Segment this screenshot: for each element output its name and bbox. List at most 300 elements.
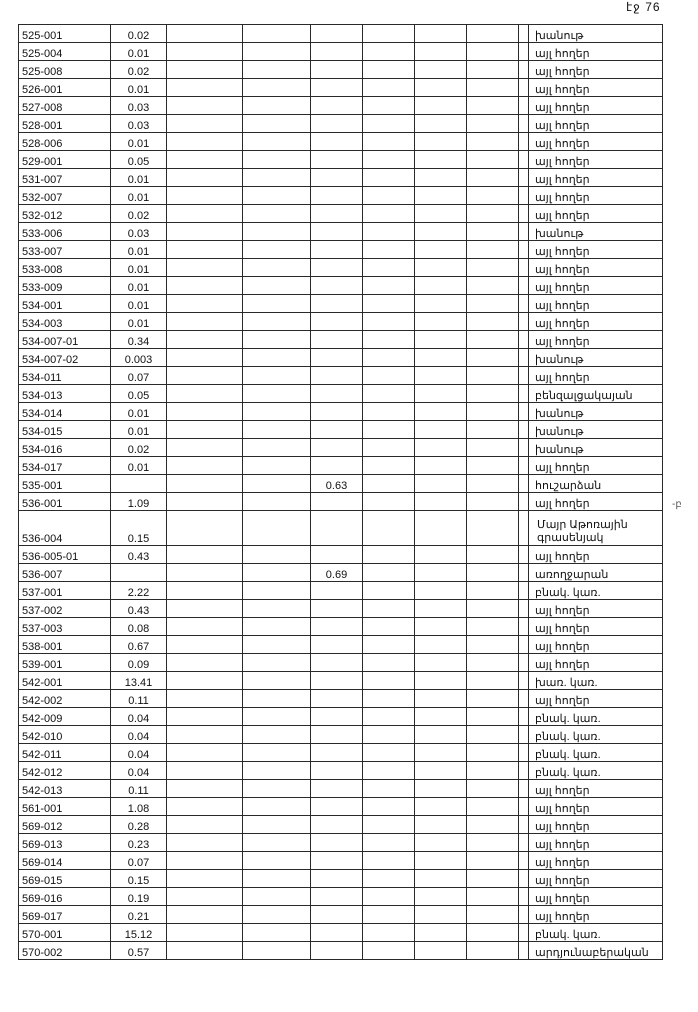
land-use-cell: այլ հողեր (529, 834, 663, 852)
empty-cell (415, 241, 467, 259)
area-cell: 0.03 (111, 223, 167, 241)
area-cell (111, 475, 167, 493)
plot-code-cell: 536-007 (19, 564, 111, 582)
area-cell: 0.43 (111, 546, 167, 564)
empty-cell (519, 618, 529, 636)
special-area-cell (311, 798, 363, 816)
empty-cell (363, 888, 415, 906)
empty-cell (243, 205, 311, 223)
empty-cell (519, 241, 529, 259)
area-cell: 1.09 (111, 493, 167, 511)
table-row (19, 690, 663, 708)
empty-cell (415, 115, 467, 133)
empty-cell (467, 187, 519, 205)
empty-cell (243, 277, 311, 295)
table-row (19, 870, 663, 888)
empty-cell (415, 852, 467, 870)
empty-cell (467, 870, 519, 888)
land-use-cell: այլ հողեր (529, 367, 663, 385)
empty-cell (243, 475, 311, 493)
land-use-cell: այլ հողեր (529, 187, 663, 205)
empty-cell (363, 349, 415, 367)
empty-cell (167, 133, 243, 151)
area-cell: 0.01 (111, 259, 167, 277)
land-use-cell: այլ հողեր (529, 852, 663, 870)
empty-cell (243, 241, 311, 259)
table-row (19, 564, 663, 582)
empty-cell (415, 870, 467, 888)
empty-cell (243, 25, 311, 43)
empty-cell (519, 133, 529, 151)
empty-cell (519, 816, 529, 834)
plot-code-cell: 570-001 (19, 924, 111, 942)
empty-cell (167, 816, 243, 834)
land-use-cell: այլ հողեր (529, 115, 663, 133)
empty-cell (167, 672, 243, 690)
empty-cell (243, 618, 311, 636)
empty-cell (467, 744, 519, 762)
empty-cell (167, 888, 243, 906)
empty-cell (363, 708, 415, 726)
empty-cell (519, 672, 529, 690)
plot-code-cell: 542-002 (19, 690, 111, 708)
empty-cell (243, 97, 311, 115)
plot-code-cell: 533-006 (19, 223, 111, 241)
land-use-cell: բնակ. կառ. (529, 762, 663, 780)
empty-cell (167, 403, 243, 421)
table-row (19, 475, 663, 493)
table-row (19, 115, 663, 133)
special-area-cell (311, 169, 363, 187)
empty-cell (415, 636, 467, 654)
empty-cell (167, 618, 243, 636)
empty-cell (519, 834, 529, 852)
area-cell: 0.01 (111, 241, 167, 259)
empty-cell (243, 403, 311, 421)
empty-cell (467, 169, 519, 187)
empty-cell (467, 582, 519, 600)
area-cell (111, 564, 167, 582)
empty-cell (167, 115, 243, 133)
empty-cell (363, 97, 415, 115)
empty-cell (243, 331, 311, 349)
empty-cell (167, 924, 243, 942)
empty-cell (243, 133, 311, 151)
empty-cell (363, 367, 415, 385)
table-row (19, 762, 663, 780)
empty-cell (467, 546, 519, 564)
land-use-cell: այլ հողեր (529, 618, 663, 636)
empty-cell (467, 924, 519, 942)
plot-code-cell: 532-012 (19, 205, 111, 223)
plot-code-cell: 532-007 (19, 187, 111, 205)
empty-cell (519, 349, 529, 367)
empty-cell (167, 259, 243, 277)
empty-cell (167, 169, 243, 187)
empty-cell (519, 870, 529, 888)
empty-cell (415, 888, 467, 906)
empty-cell (363, 25, 415, 43)
empty-cell (519, 600, 529, 618)
empty-cell (519, 546, 529, 564)
empty-cell (415, 439, 467, 457)
empty-cell (519, 205, 529, 223)
empty-cell (167, 546, 243, 564)
empty-cell (243, 546, 311, 564)
plot-code-cell: 534-016 (19, 439, 111, 457)
plot-code-cell: 533-009 (19, 277, 111, 295)
empty-cell (415, 564, 467, 582)
area-cell: 0.67 (111, 636, 167, 654)
area-cell: 0.03 (111, 115, 167, 133)
empty-cell (519, 636, 529, 654)
empty-cell (243, 259, 311, 277)
special-area-cell: 0.63 (311, 475, 363, 493)
empty-cell (415, 61, 467, 79)
empty-cell (519, 151, 529, 169)
area-cell: 15.12 (111, 924, 167, 942)
empty-cell (519, 259, 529, 277)
empty-cell (519, 852, 529, 870)
land-use-cell: խանութ (529, 439, 663, 457)
empty-cell (415, 277, 467, 295)
empty-cell (167, 421, 243, 439)
empty-cell (363, 762, 415, 780)
empty-cell (167, 43, 243, 61)
empty-cell (467, 475, 519, 493)
empty-cell (467, 726, 519, 744)
land-use-cell: այլ հողեր (529, 295, 663, 313)
special-area-cell (311, 618, 363, 636)
empty-cell (363, 924, 415, 942)
special-area-cell (311, 672, 363, 690)
land-use-cell: այլ հողեր (529, 61, 663, 79)
area-cell: 0.04 (111, 726, 167, 744)
plot-code-cell: 534-013 (19, 385, 111, 403)
land-use-cell: բնակ. կառ. (529, 708, 663, 726)
empty-cell (467, 816, 519, 834)
land-use-cell: այլ հողեր (529, 313, 663, 331)
empty-cell (415, 385, 467, 403)
empty-cell (467, 61, 519, 79)
area-cell: 0.28 (111, 816, 167, 834)
empty-cell (415, 421, 467, 439)
special-area-cell (311, 852, 363, 870)
empty-cell (167, 187, 243, 205)
plot-code-cell: 529-001 (19, 151, 111, 169)
empty-cell (467, 834, 519, 852)
table-row (19, 816, 663, 834)
empty-cell (519, 475, 529, 493)
area-cell: 0.34 (111, 331, 167, 349)
table-row (19, 618, 663, 636)
area-cell: 0.01 (111, 79, 167, 97)
empty-cell (467, 672, 519, 690)
plot-code-cell: 534-014 (19, 403, 111, 421)
land-use-cell: բնակ. կառ. (529, 726, 663, 744)
table-row (19, 241, 663, 259)
empty-cell (519, 888, 529, 906)
plot-code-cell: 534-003 (19, 313, 111, 331)
empty-cell (363, 690, 415, 708)
empty-cell (519, 43, 529, 61)
table-row (19, 205, 663, 223)
empty-cell (467, 25, 519, 43)
empty-cell (363, 421, 415, 439)
table-row (19, 708, 663, 726)
empty-cell (415, 97, 467, 115)
empty-cell (519, 115, 529, 133)
empty-cell (167, 942, 243, 960)
empty-cell (363, 618, 415, 636)
empty-cell (167, 511, 243, 546)
empty-cell (467, 43, 519, 61)
empty-cell (467, 151, 519, 169)
empty-cell (519, 780, 529, 798)
empty-cell (167, 385, 243, 403)
land-use-cell: այլ հողեր (529, 133, 663, 151)
empty-cell (415, 834, 467, 852)
empty-cell (415, 924, 467, 942)
empty-cell (167, 439, 243, 457)
empty-cell (167, 223, 243, 241)
empty-cell (519, 367, 529, 385)
area-cell: 0.05 (111, 151, 167, 169)
empty-cell (243, 457, 311, 475)
plot-code-cell: 536-005-01 (19, 546, 111, 564)
table-row (19, 277, 663, 295)
empty-cell (467, 439, 519, 457)
area-cell: 0.11 (111, 690, 167, 708)
empty-cell (467, 313, 519, 331)
table-row (19, 672, 663, 690)
empty-cell (415, 493, 467, 511)
land-use-cell: այլ հողեր (529, 205, 663, 223)
land-use-cell: այլ հողեր (529, 97, 663, 115)
empty-cell (167, 151, 243, 169)
plot-code-cell: 542-009 (19, 708, 111, 726)
area-cell: 0.21 (111, 906, 167, 924)
land-use-cell: այլ հողեր (529, 690, 663, 708)
empty-cell (243, 151, 311, 169)
land-use-cell: խանութ (529, 25, 663, 43)
empty-cell (519, 295, 529, 313)
empty-cell (243, 870, 311, 888)
table-row (19, 259, 663, 277)
empty-cell (467, 349, 519, 367)
empty-cell (243, 654, 311, 672)
table-row (19, 439, 663, 457)
empty-cell (415, 25, 467, 43)
empty-cell (467, 331, 519, 349)
empty-cell (243, 690, 311, 708)
land-use-cell: բնակ. կառ. (529, 582, 663, 600)
area-cell: 0.43 (111, 600, 167, 618)
empty-cell (243, 672, 311, 690)
table-row (19, 133, 663, 151)
empty-cell (415, 942, 467, 960)
empty-cell (363, 331, 415, 349)
plot-code-cell: 533-007 (19, 241, 111, 259)
plot-code-cell: 542-001 (19, 672, 111, 690)
land-use-cell: այլ հողեր (529, 780, 663, 798)
land-use-cell: բնակ. կառ. (529, 744, 663, 762)
empty-cell (243, 726, 311, 744)
table-row (19, 295, 663, 313)
special-area-cell (311, 241, 363, 259)
table-row (19, 636, 663, 654)
empty-cell (363, 654, 415, 672)
empty-cell (167, 367, 243, 385)
table-row (19, 61, 663, 79)
special-area-cell (311, 61, 363, 79)
empty-cell (363, 780, 415, 798)
empty-cell (363, 43, 415, 61)
land-use-cell: այլ հողեր (529, 457, 663, 475)
empty-cell (243, 636, 311, 654)
empty-cell (415, 133, 467, 151)
empty-cell (415, 546, 467, 564)
empty-cell (363, 241, 415, 259)
empty-cell (467, 223, 519, 241)
land-use-cell: Մայր Աթոռային գրասենյակ (529, 511, 663, 546)
empty-cell (363, 582, 415, 600)
empty-cell (519, 169, 529, 187)
area-cell: 0.07 (111, 852, 167, 870)
empty-cell (415, 295, 467, 313)
special-area-cell (311, 582, 363, 600)
empty-cell (243, 115, 311, 133)
table-row (19, 493, 663, 511)
empty-cell (167, 636, 243, 654)
land-use-cell: խառ. կառ. (529, 672, 663, 690)
page-number: էջ 76 (626, 0, 661, 14)
empty-cell (167, 79, 243, 97)
area-cell: 0.02 (111, 25, 167, 43)
table-row (19, 367, 663, 385)
table-row (19, 654, 663, 672)
special-area-cell (311, 133, 363, 151)
empty-cell (363, 259, 415, 277)
empty-cell (519, 798, 529, 816)
empty-cell (519, 942, 529, 960)
empty-cell (363, 672, 415, 690)
plot-code-cell: 542-012 (19, 762, 111, 780)
empty-cell (243, 906, 311, 924)
empty-cell (467, 654, 519, 672)
empty-cell (363, 636, 415, 654)
empty-cell (167, 97, 243, 115)
empty-cell (167, 564, 243, 582)
land-plot-table (18, 24, 663, 960)
table-row (19, 546, 663, 564)
empty-cell (519, 61, 529, 79)
plot-code-cell: 525-004 (19, 43, 111, 61)
special-area-cell (311, 636, 363, 654)
special-area-cell (311, 834, 363, 852)
special-area-cell (311, 421, 363, 439)
empty-cell (167, 654, 243, 672)
empty-cell (243, 493, 311, 511)
special-area-cell (311, 726, 363, 744)
empty-cell (519, 79, 529, 97)
empty-cell (243, 43, 311, 61)
empty-cell (415, 367, 467, 385)
area-cell: 0.03 (111, 97, 167, 115)
empty-cell (519, 582, 529, 600)
empty-cell (415, 654, 467, 672)
special-area-cell (311, 79, 363, 97)
table-row (19, 223, 663, 241)
empty-cell (415, 744, 467, 762)
land-use-cell: այլ հողեր (529, 331, 663, 349)
empty-cell (467, 97, 519, 115)
empty-cell (415, 79, 467, 97)
empty-cell (243, 295, 311, 313)
plot-code-cell: 531-007 (19, 169, 111, 187)
empty-cell (167, 313, 243, 331)
area-cell: 0.01 (111, 421, 167, 439)
empty-cell (467, 493, 519, 511)
special-area-cell (311, 367, 363, 385)
empty-cell (167, 600, 243, 618)
empty-cell (467, 564, 519, 582)
land-use-cell: այլ հողեր (529, 870, 663, 888)
empty-cell (467, 852, 519, 870)
empty-cell (467, 115, 519, 133)
empty-cell (167, 493, 243, 511)
plot-code-cell: 538-001 (19, 636, 111, 654)
empty-cell (243, 187, 311, 205)
special-area-cell (311, 439, 363, 457)
empty-cell (243, 708, 311, 726)
plot-code-cell: 569-016 (19, 888, 111, 906)
empty-cell (167, 241, 243, 259)
table-row (19, 169, 663, 187)
empty-cell (415, 618, 467, 636)
special-area-cell (311, 403, 363, 421)
table-row (19, 798, 663, 816)
area-cell: 0.01 (111, 403, 167, 421)
empty-cell (167, 475, 243, 493)
table-row (19, 744, 663, 762)
land-use-cell: այլ հողեր (529, 546, 663, 564)
plot-code-cell: 569-015 (19, 870, 111, 888)
special-area-cell (311, 331, 363, 349)
special-area-cell (311, 349, 363, 367)
empty-cell (467, 277, 519, 295)
land-use-cell: այլ հողեր (529, 888, 663, 906)
empty-cell (167, 780, 243, 798)
land-use-cell: բենզալցակայան (529, 385, 663, 403)
empty-cell (167, 708, 243, 726)
area-cell: 0.02 (111, 61, 167, 79)
area-cell: 0.11 (111, 780, 167, 798)
empty-cell (243, 385, 311, 403)
special-area-cell (311, 780, 363, 798)
area-cell: 0.15 (111, 870, 167, 888)
empty-cell (363, 223, 415, 241)
table-row (19, 25, 663, 43)
plot-code-cell: 527-008 (19, 97, 111, 115)
special-area-cell (311, 654, 363, 672)
empty-cell (519, 187, 529, 205)
empty-cell (415, 511, 467, 546)
empty-cell (519, 421, 529, 439)
land-use-cell: այլ հողեր (529, 636, 663, 654)
table-row (19, 852, 663, 870)
empty-cell (167, 457, 243, 475)
